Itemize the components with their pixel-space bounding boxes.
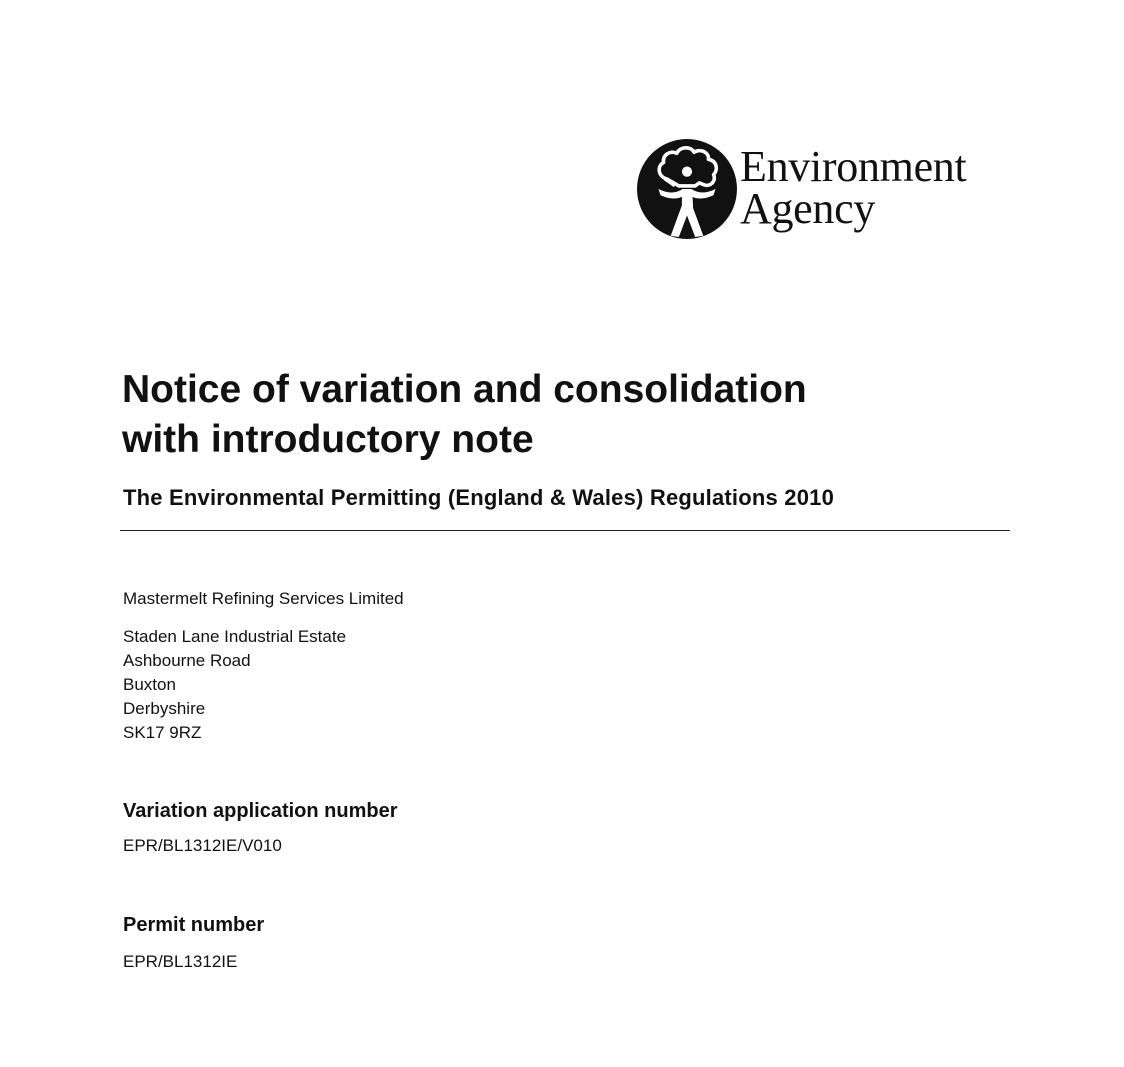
address-postcode: SK17 9RZ (123, 723, 202, 742)
title-line-1: Notice of variation and consolidation (122, 368, 807, 411)
logo-line-1: Environment (740, 142, 967, 191)
address-line-1: Staden Lane Industrial Estate (123, 627, 347, 646)
variation-number-value: EPR/BL1312IE/V010 (123, 836, 282, 855)
environment-agency-logo (636, 138, 996, 244)
address-line-3: Buxton (123, 675, 176, 694)
tree-person-emblem-icon (636, 138, 738, 240)
regulations-subtitle: The Environmental Permitting (England & Wales) Regulations 2010 (123, 485, 835, 510)
address-line-2: Ashbourne Road (123, 651, 251, 670)
company-address (123, 625, 346, 745)
logo-wordmark (740, 142, 967, 233)
permit-number-heading: Permit number (123, 914, 265, 936)
variation-number-heading: Variation application number (123, 800, 398, 822)
company-name: Mastermelt Refining Services Limited (123, 589, 404, 608)
logo-line-2: Agency (740, 184, 876, 233)
title-divider (120, 530, 1010, 531)
title-line-2: with introductory note (122, 418, 534, 461)
permit-number-value: EPR/BL1312IE (123, 952, 238, 971)
address-line-4: Derbyshire (123, 699, 206, 718)
document-title (122, 365, 1002, 465)
